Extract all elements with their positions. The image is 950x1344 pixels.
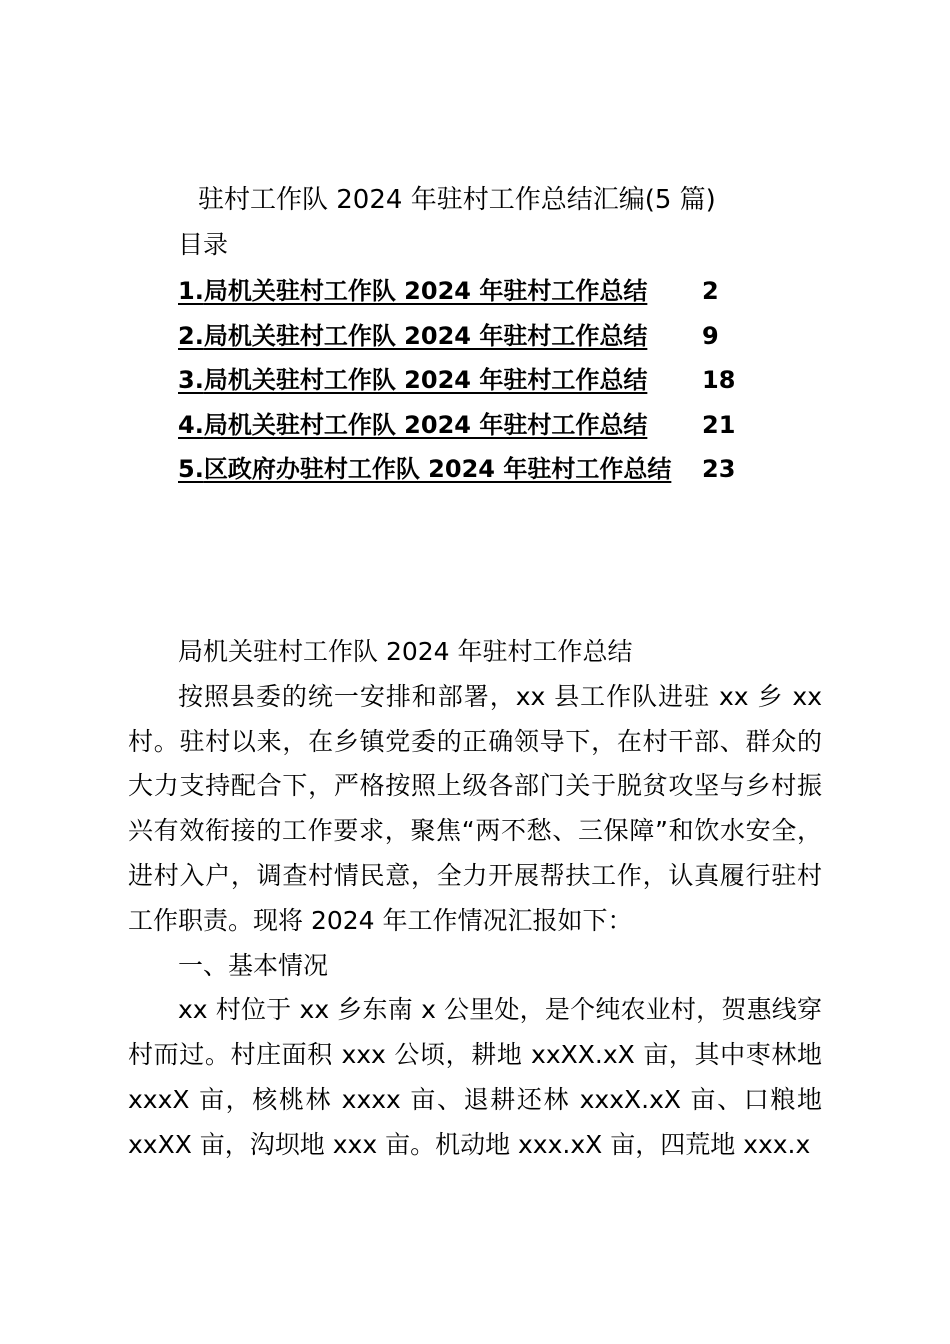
toc-entry-number: 1. xyxy=(178,277,204,305)
toc-entry-page: 2 xyxy=(702,277,719,305)
paragraph: xx 村位于 xx 乡东南 x 公里处，是个纯农业村，贺惠线穿村而过。村庄面积 xxx 公顷，耕地 xxXX.xX 亩，其中枣林地 xxxX 亩，核桃林 xxxx 亩、退耕还林 xxxX.xX 亩、口粮地 xxXX 亩，沟坝地 xxx 亩。机动地 xxx.xX 亩，四荒地 xxx.x xyxy=(128,995,822,1159)
toc-entry-title: 区政府办驻村工作队 2024 年驻村工作总结 xyxy=(203,455,672,483)
toc-entry-number: 3. xyxy=(178,366,204,394)
toc-entry-3[interactable] xyxy=(178,361,778,406)
toc-entry-title: 局机关驻村工作队 2024 年驻村工作总结 xyxy=(203,366,648,394)
toc-entry-title: 局机关驻村工作队 2024 年驻村工作总结 xyxy=(203,410,648,439)
table-of-contents xyxy=(178,272,778,495)
document-title: 驻村工作队 2024 年驻村工作总结汇编(5 篇) xyxy=(198,185,716,215)
toc-entry-page: 23 xyxy=(702,455,736,483)
toc-entry-4[interactable] xyxy=(178,406,778,451)
toc-entry-title: 局机关驻村工作队 2024 年驻村工作总结 xyxy=(203,277,648,305)
toc-entry-1[interactable] xyxy=(178,272,778,317)
toc-entry-number: 5. xyxy=(178,455,204,483)
toc-heading: 目录 xyxy=(178,230,229,259)
section-heading: 一、基本情况 xyxy=(178,950,329,980)
paragraph: 按照县委的统一安排和部署，xx 县工作队进驻 xx 乡 xx 村。驻村以来，在乡镇党委的正确领导下，在村干部、群众的大力支持配合下，严格按照上级各部门关于脱贫攻坚与乡村振兴有效衔接的工作要求，聚焦“两不愁、三保障”和饮水安全，进村入户，调查村情民意，全力开展帮扶工作，认真履行驻村工作职责。现将 2024 年工作情况汇报如下： xyxy=(128,681,822,935)
toc-entry-number: 2. xyxy=(178,321,204,350)
toc-entry-title: 局机关驻村工作队 2024 年驻村工作总结 xyxy=(203,321,648,350)
toc-entry-page: 21 xyxy=(702,410,736,439)
article-body xyxy=(128,630,822,1168)
toc-entry-page: 9 xyxy=(702,321,719,350)
toc-entry-5[interactable] xyxy=(178,450,778,495)
toc-entry-number: 4. xyxy=(178,410,204,439)
article-title: 局机关驻村工作队 2024 年驻村工作总结 xyxy=(178,637,633,666)
toc-entry-2[interactable] xyxy=(178,317,778,362)
toc-entry-page: 18 xyxy=(702,366,736,394)
